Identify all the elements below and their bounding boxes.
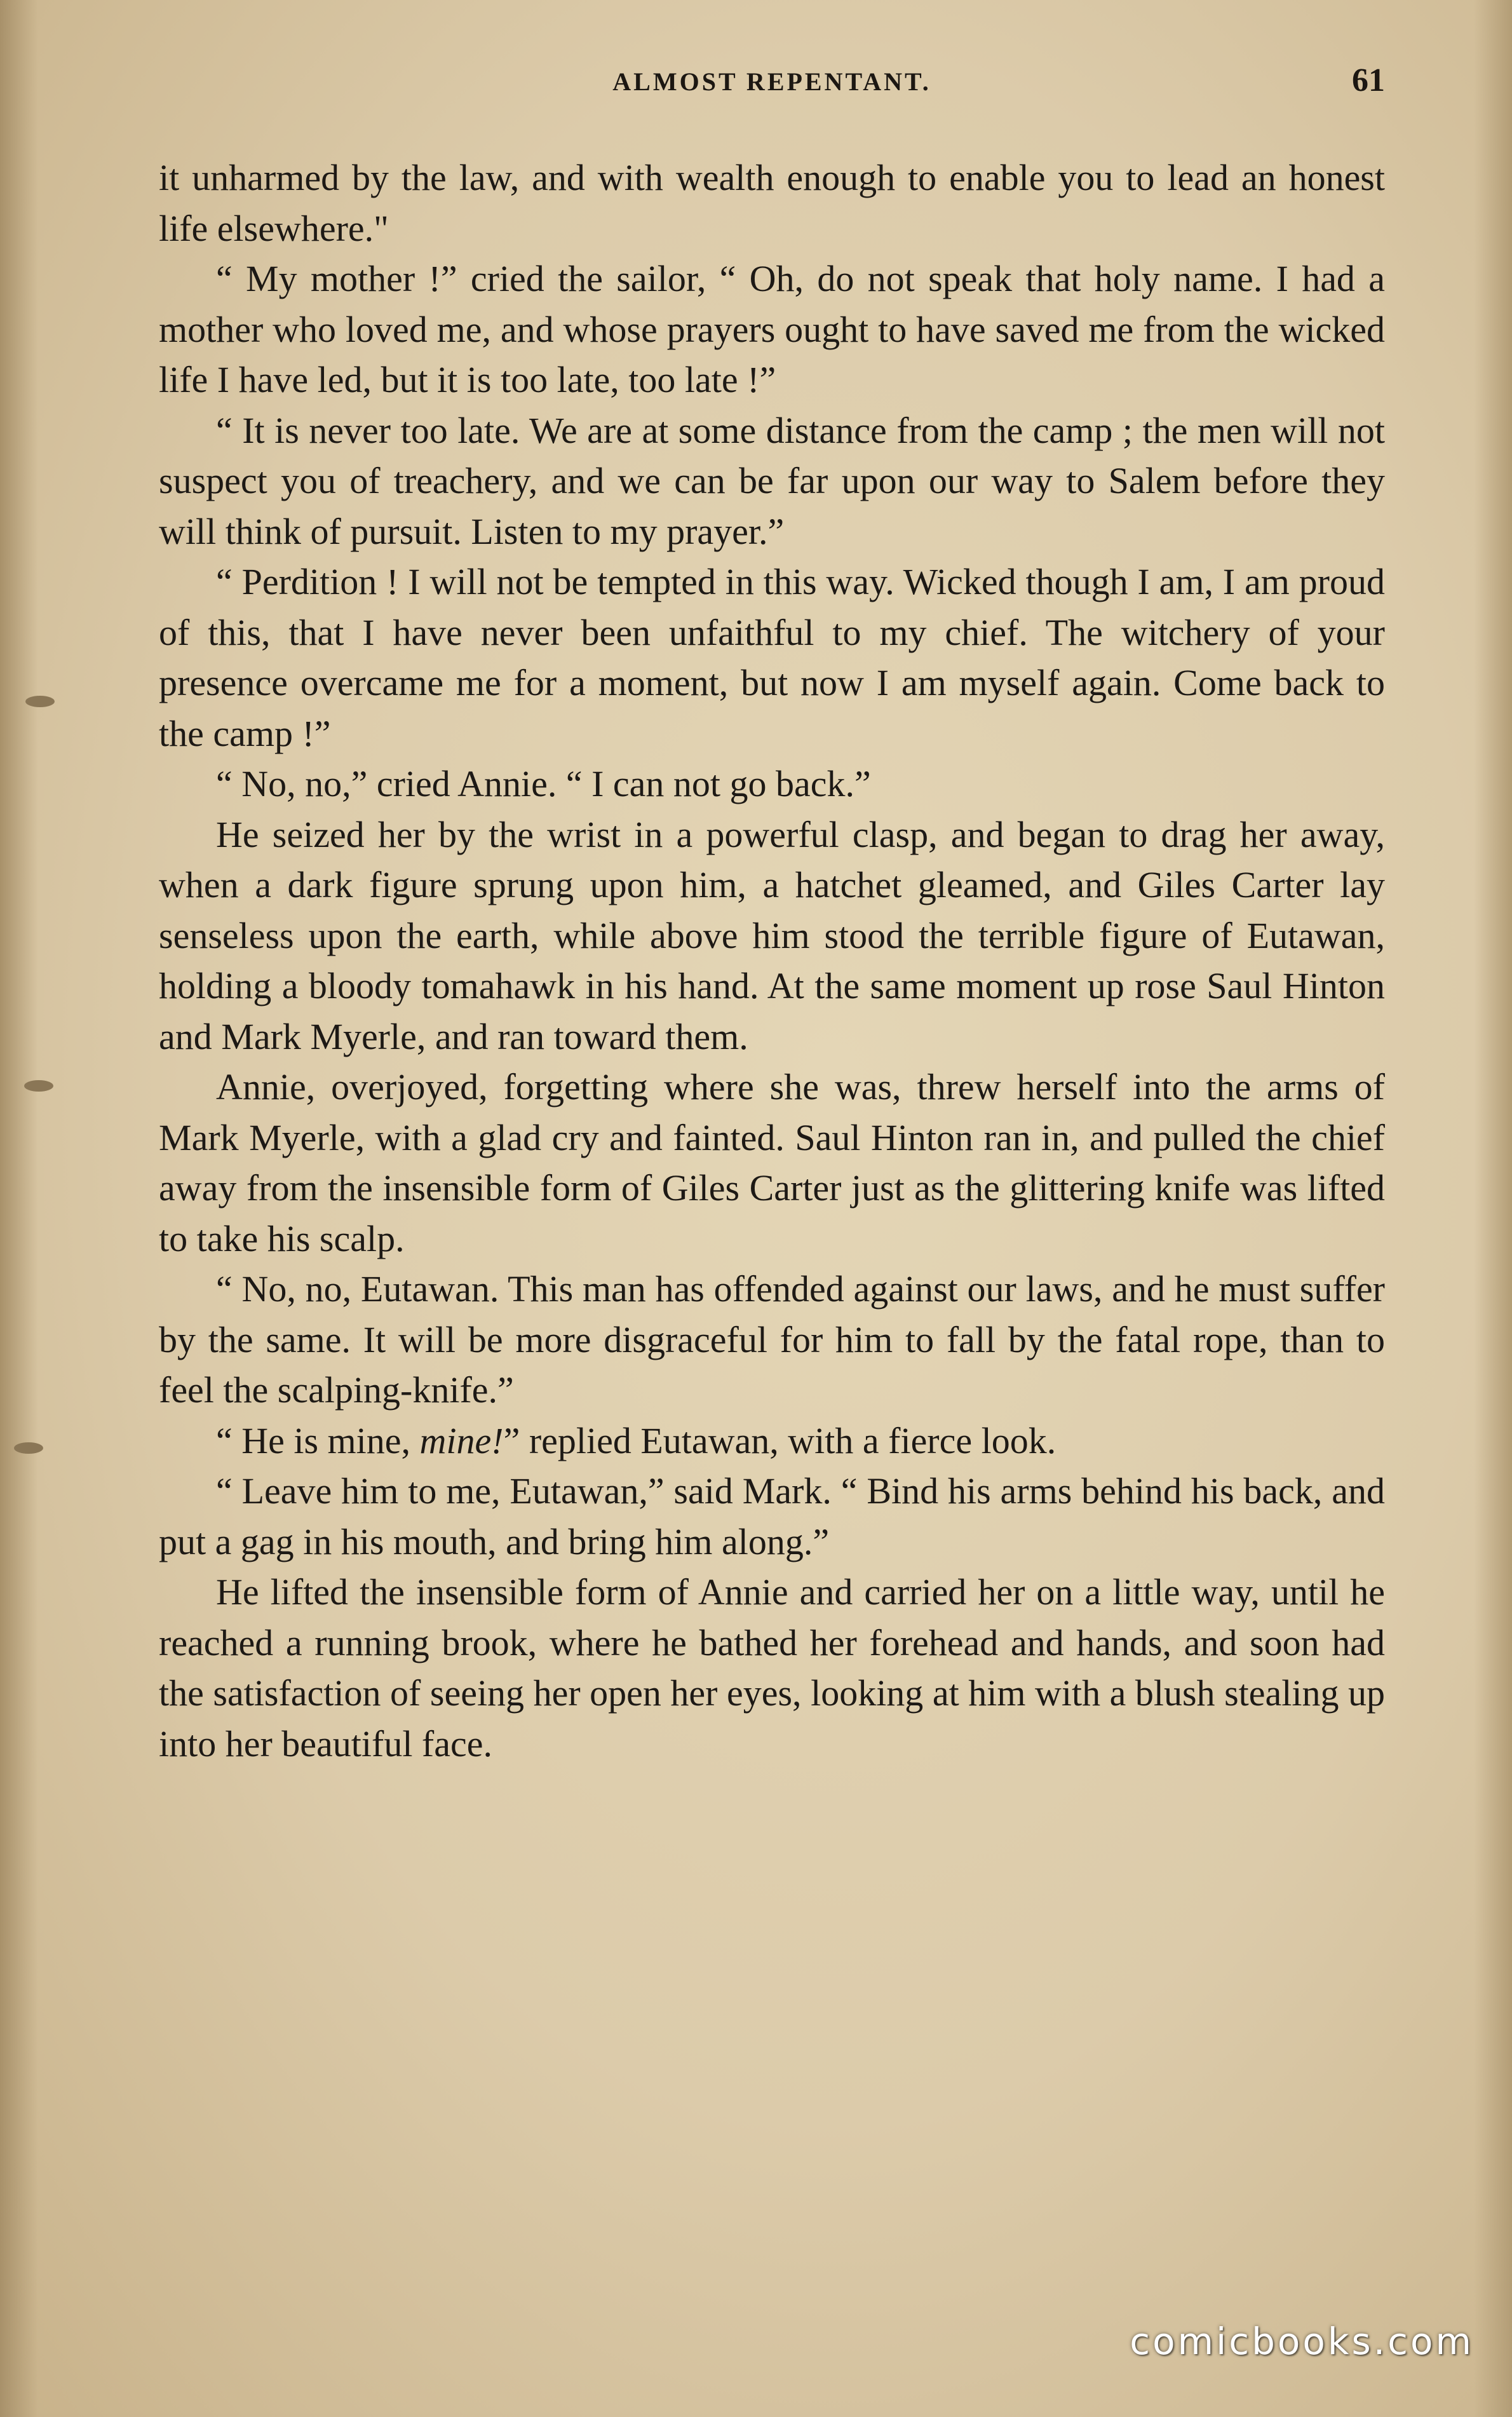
show-through-texture (159, 2192, 1385, 2243)
paragraph: “ Perdition ! I will not be tempted in this way. Wicked though I am, I am proud of this, that I have never been unfaithful to my chief. The witchery of your presence overcame me for a moment, but now I am myself again. Come back to the camp !” (159, 561, 1385, 754)
page-number: 61 (1352, 62, 1385, 98)
paragraph-text: “ He is mine, (216, 1419, 420, 1461)
paragraph: He lifted the insensible form of Annie and carried her on a little way, until he reached a running brook, where he bathed her forehead and hands, and soon had the satisfaction of seeing her open her eyes, looking at him with a blush stealing up into her beautiful face. (159, 1571, 1385, 1764)
emphasized-text: mine! (419, 1419, 504, 1461)
running-head (159, 62, 1385, 105)
paragraph: “ My mother !” cried the sailor, “ Oh, do not speak that holy name. I had a mother who loved me, and whose prayers ought to have saved me from the wicked life I have led, but it is too late, too late !” (159, 258, 1385, 400)
paragraph: “ It is never too late. We are at some distance from the camp ; the men will not suspect you of treachery, and we can be far upon our way to Salem before they will think of pursuit. Listen to my prayer.” (159, 409, 1385, 552)
paragraph: He seized her by the wrist in a powerful clasp, and began to drag her away, when a dark figure sprung upon him, a hatchet gleamed, and Giles Carter lay senseless upon the earth, while above him stood the terrible figure of Eutawan, holding a bloody tomahawk in his hand. At the same moment up rose Saul Hinton and Mark Myerle, and ran toward them. (159, 813, 1385, 1057)
page-edge-nick (14, 1442, 43, 1454)
paragraph (159, 1416, 1385, 1466)
paragraph: Annie, overjoyed, forgetting where she was, threw herself into the arms of Mark Myerle, with a glad cry and fainted. Saul Hinton ran in, and pulled the chief away from the insensible form of Giles Carter just as the glittering knife was lifted to take his scalp. (159, 1066, 1385, 1259)
page-edge-nick (25, 696, 55, 707)
body-text (159, 152, 1385, 1769)
paragraph: “ No, no, Eutawan. This man has offended against our laws, and he must suffer by the same. It will be more disgraceful for him to fall by the fatal rope, than to feel the scalping-knife.” (159, 1268, 1385, 1411)
watermark: comicbooks.com (1130, 2320, 1474, 2363)
page-edge-shadow-left (0, 0, 38, 2417)
paragraph: “ Leave him to me, Eutawan,” said Mark. “ Bind his arms behind his back, and put a gag in his mouth, and bring him along.” (159, 1470, 1385, 1562)
paragraph-text: ” replied Eutawan, with a fierce look. (503, 1419, 1056, 1461)
paragraph: it unharmed by the law, and with wealth enough to enable you to lead an honest life elsewhere." (159, 157, 1385, 249)
paragraph: “ No, no,” cried Annie. “ I can not go back.” (216, 763, 871, 804)
page-edge-nick (24, 1080, 53, 1092)
running-title: ALMOST REPENTANT. (612, 67, 931, 96)
page-edge-shadow-right (1474, 0, 1512, 2417)
